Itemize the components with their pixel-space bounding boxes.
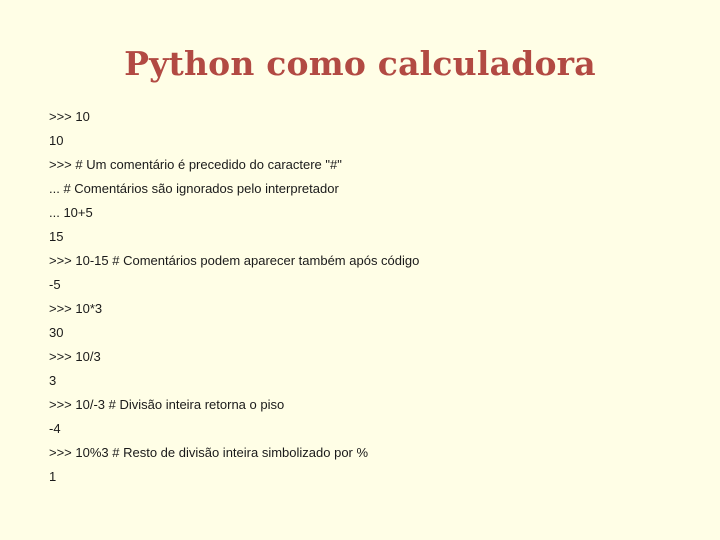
console-line: >>> 10-15 # Comentários podem aparecer também após código (49, 253, 420, 268)
console-line: -4 (49, 421, 61, 436)
console-line: >>> 10%3 # Resto de divisão inteira simbolizado por % (49, 445, 369, 460)
console-line: 30 (49, 325, 64, 340)
console-line: 10 (49, 133, 64, 148)
console-line: >>> 10/-3 # Divisão inteira retorna o piso (49, 397, 285, 412)
console-line: ... 10+5 (49, 205, 93, 220)
console-line: -5 (49, 277, 61, 292)
console-line: ... # Comentários são ignorados pelo interpretador (49, 181, 339, 196)
console-line: >>> 10/3 (49, 349, 101, 364)
slide-title: Python como calculadora (124, 44, 596, 83)
console-line: >>> 10 (49, 109, 90, 124)
console-line: >>> # Um comentário é precedido do caractere "#" (49, 157, 342, 172)
console-line: 1 (49, 469, 57, 484)
console-transcript (49, 107, 419, 491)
console-line: 15 (49, 229, 64, 244)
console-line: 3 (49, 373, 57, 388)
console-line: >>> 10*3 (49, 301, 103, 316)
